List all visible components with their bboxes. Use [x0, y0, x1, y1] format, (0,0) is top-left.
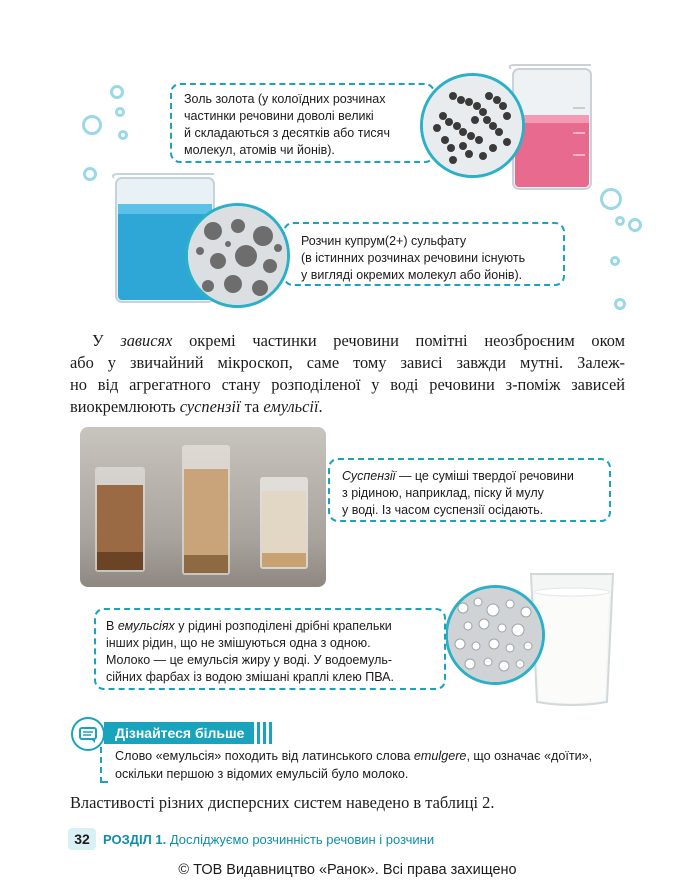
callout-line: В емульсіях у рідині розподілені дрібні крапельки [106, 619, 392, 633]
gold-sol-callout [170, 83, 435, 163]
learn-more-bracket [100, 747, 108, 783]
term-emulsii: емульсії [263, 397, 319, 416]
decor-bubble [614, 298, 626, 310]
main-paragraph [70, 330, 625, 418]
decor-bubble [83, 167, 97, 181]
paragraph-line: виокремлюють суспензії та емульсії. [70, 397, 323, 416]
emulsion-micrograph [445, 585, 545, 685]
callout-line: Розчин купрум(2+) сульфату [301, 234, 467, 248]
callout-line: з рідиною, наприклад, піску й мулу [342, 486, 544, 500]
learn-more-text [115, 747, 640, 783]
paragraph-line: У зависях окремі частинки речовини помітні неозброєним оком [92, 331, 625, 350]
callout-line: й складаються з десятків або тисяч [184, 126, 390, 140]
decor-bubble [615, 216, 625, 226]
callout-line: (в істинних розчинах речовини існують [301, 251, 526, 265]
callout-line: молекул, атомів чи йонів). [184, 143, 335, 157]
term-zavisi: зависях [120, 331, 173, 350]
callout-line: інших рідин, що не змішуються одна з одною. [106, 636, 371, 650]
closing-sentence: Властивості різних дисперсних систем наведено в таблиці 2. [70, 793, 495, 812]
decor-bubble [110, 85, 124, 99]
decor-bubble [82, 115, 102, 135]
page-number: 32 [74, 831, 90, 847]
footer-section [103, 831, 434, 849]
emulsions-callout [94, 608, 446, 690]
section-label: РОЗДІЛ 1. [103, 832, 167, 847]
learn-more-line: оскільки першою з відомих емульсій було молоко. [115, 767, 409, 781]
copper-sulfate-callout [283, 222, 565, 286]
paragraph-line: но від агрегатного стану розподіленої у воді речовини з-поміж зависей [70, 375, 625, 394]
callout-line: Суспензії — це суміші твердої речовини [342, 469, 574, 483]
decor-bubble [610, 256, 620, 266]
gold-sol-micrograph [420, 73, 525, 178]
term-emulsii-def: емульсіях [117, 619, 175, 633]
learn-more-stripes [257, 722, 277, 744]
copper-sulfate-micrograph [185, 203, 290, 308]
callout-line: сійних фарбах із водою змішані краплі клею ПВА. [106, 670, 394, 684]
term-emulgere: emulgere [413, 749, 467, 763]
callout-line: частинки речовини доволі великі [184, 109, 374, 123]
learn-more-title: Дізнайтеся більше [115, 725, 245, 741]
term-suspensii-def: Суспензії [342, 469, 396, 483]
suspensions-photo [80, 427, 326, 587]
section-title: Досліджуємо розчинність речовин і розчини [166, 832, 435, 847]
paragraph-line: або у звичайний мікроскоп, саме тому завиcі завжди мутні. Залеж- [70, 353, 625, 372]
callout-line: у вигляді окремих молекул або йонів). [301, 268, 523, 282]
callout-line: у воді. Із часом суспензії осідають. [342, 503, 544, 517]
callout-line: Золь золота (у колоїдних розчинах [184, 92, 386, 106]
learn-more-icon [71, 717, 105, 751]
callout-line: Молоко — це емульсія жиру у воді. У водоемуль- [106, 653, 393, 667]
term-suspensii: суспензії [179, 397, 241, 416]
decor-bubble [115, 107, 125, 117]
decor-bubble [118, 130, 128, 140]
suspensions-callout [328, 458, 611, 522]
copyright: © ТОВ Видавництво «Ранок». Всі права захищено [178, 862, 517, 878]
learn-more-line: Слово «емульсія» походить від латинського слова emulgere, що означає «доїти», [115, 749, 593, 763]
decor-bubble [600, 188, 622, 210]
decor-bubble [628, 218, 642, 232]
